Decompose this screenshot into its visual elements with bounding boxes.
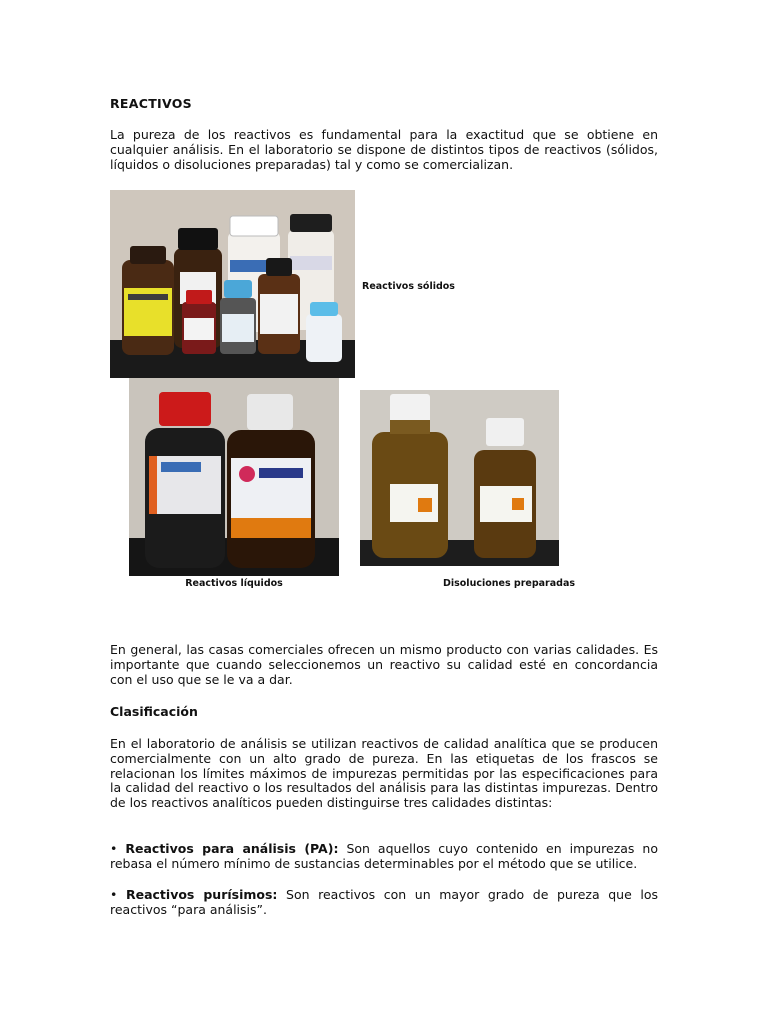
bullet: • <box>110 887 118 902</box>
item-term: Reactivos para análisis (PA): <box>125 841 339 856</box>
item-text: Son aquellos cuyo contenido en impurezas no rebasa el número mínimo de sustancias determinables por el método que se utilice. <box>110 841 658 871</box>
classification-paragraph: En el laboratorio de análisis se utilizan reactivos de calidad analítica que se producen comercialmente con un alto grado de pureza. En las etiquetas de los frascos se relacionan los límites máximos de impurezas permitidas por las especificaciones para la calidad del reactivo o los resultados del análisis para las distintas impurezas. Dentro de los reactivos analíticos pueden distinguirse tres calidades distintas: <box>110 736 658 811</box>
prepared-solutions-photo <box>360 390 559 566</box>
intro-paragraph: La pureza de los reactivos es fundamental para la exactitud que se obtiene en cualquier análisis. En el laboratorio se dispone de distintos tipos de reactivos (sólidos, líquidos o disoluciones preparadas) tal y como se comercializan. <box>110 127 658 172</box>
quality-paragraph: En general, las casas comerciales ofrecen un mismo producto con varias calidades. Es importante que cuando seleccionemos un reactivo su calidad esté en concordancia con el uso que se le va a dar. <box>110 642 658 687</box>
classification-title: Clasificación <box>110 704 198 719</box>
item-term: Reactivos purísimos: <box>125 887 278 902</box>
item-text: Son reactivos con un mayor grado de pureza que los reactivos “para análisis”. <box>110 887 658 917</box>
prepared-solutions-caption: Disoluciones preparadas <box>442 578 576 589</box>
solid-reagents-photo <box>110 190 355 378</box>
section-title: REACTIVOS <box>110 96 192 111</box>
liquid-reagents-photo <box>129 378 339 576</box>
list-item <box>110 842 658 872</box>
bullet: • <box>110 841 118 856</box>
list-item <box>110 888 658 918</box>
liquid-reagents-caption: Reactivos líquidos <box>185 578 283 589</box>
solid-reagents-caption: Reactivos sólidos <box>362 281 455 292</box>
